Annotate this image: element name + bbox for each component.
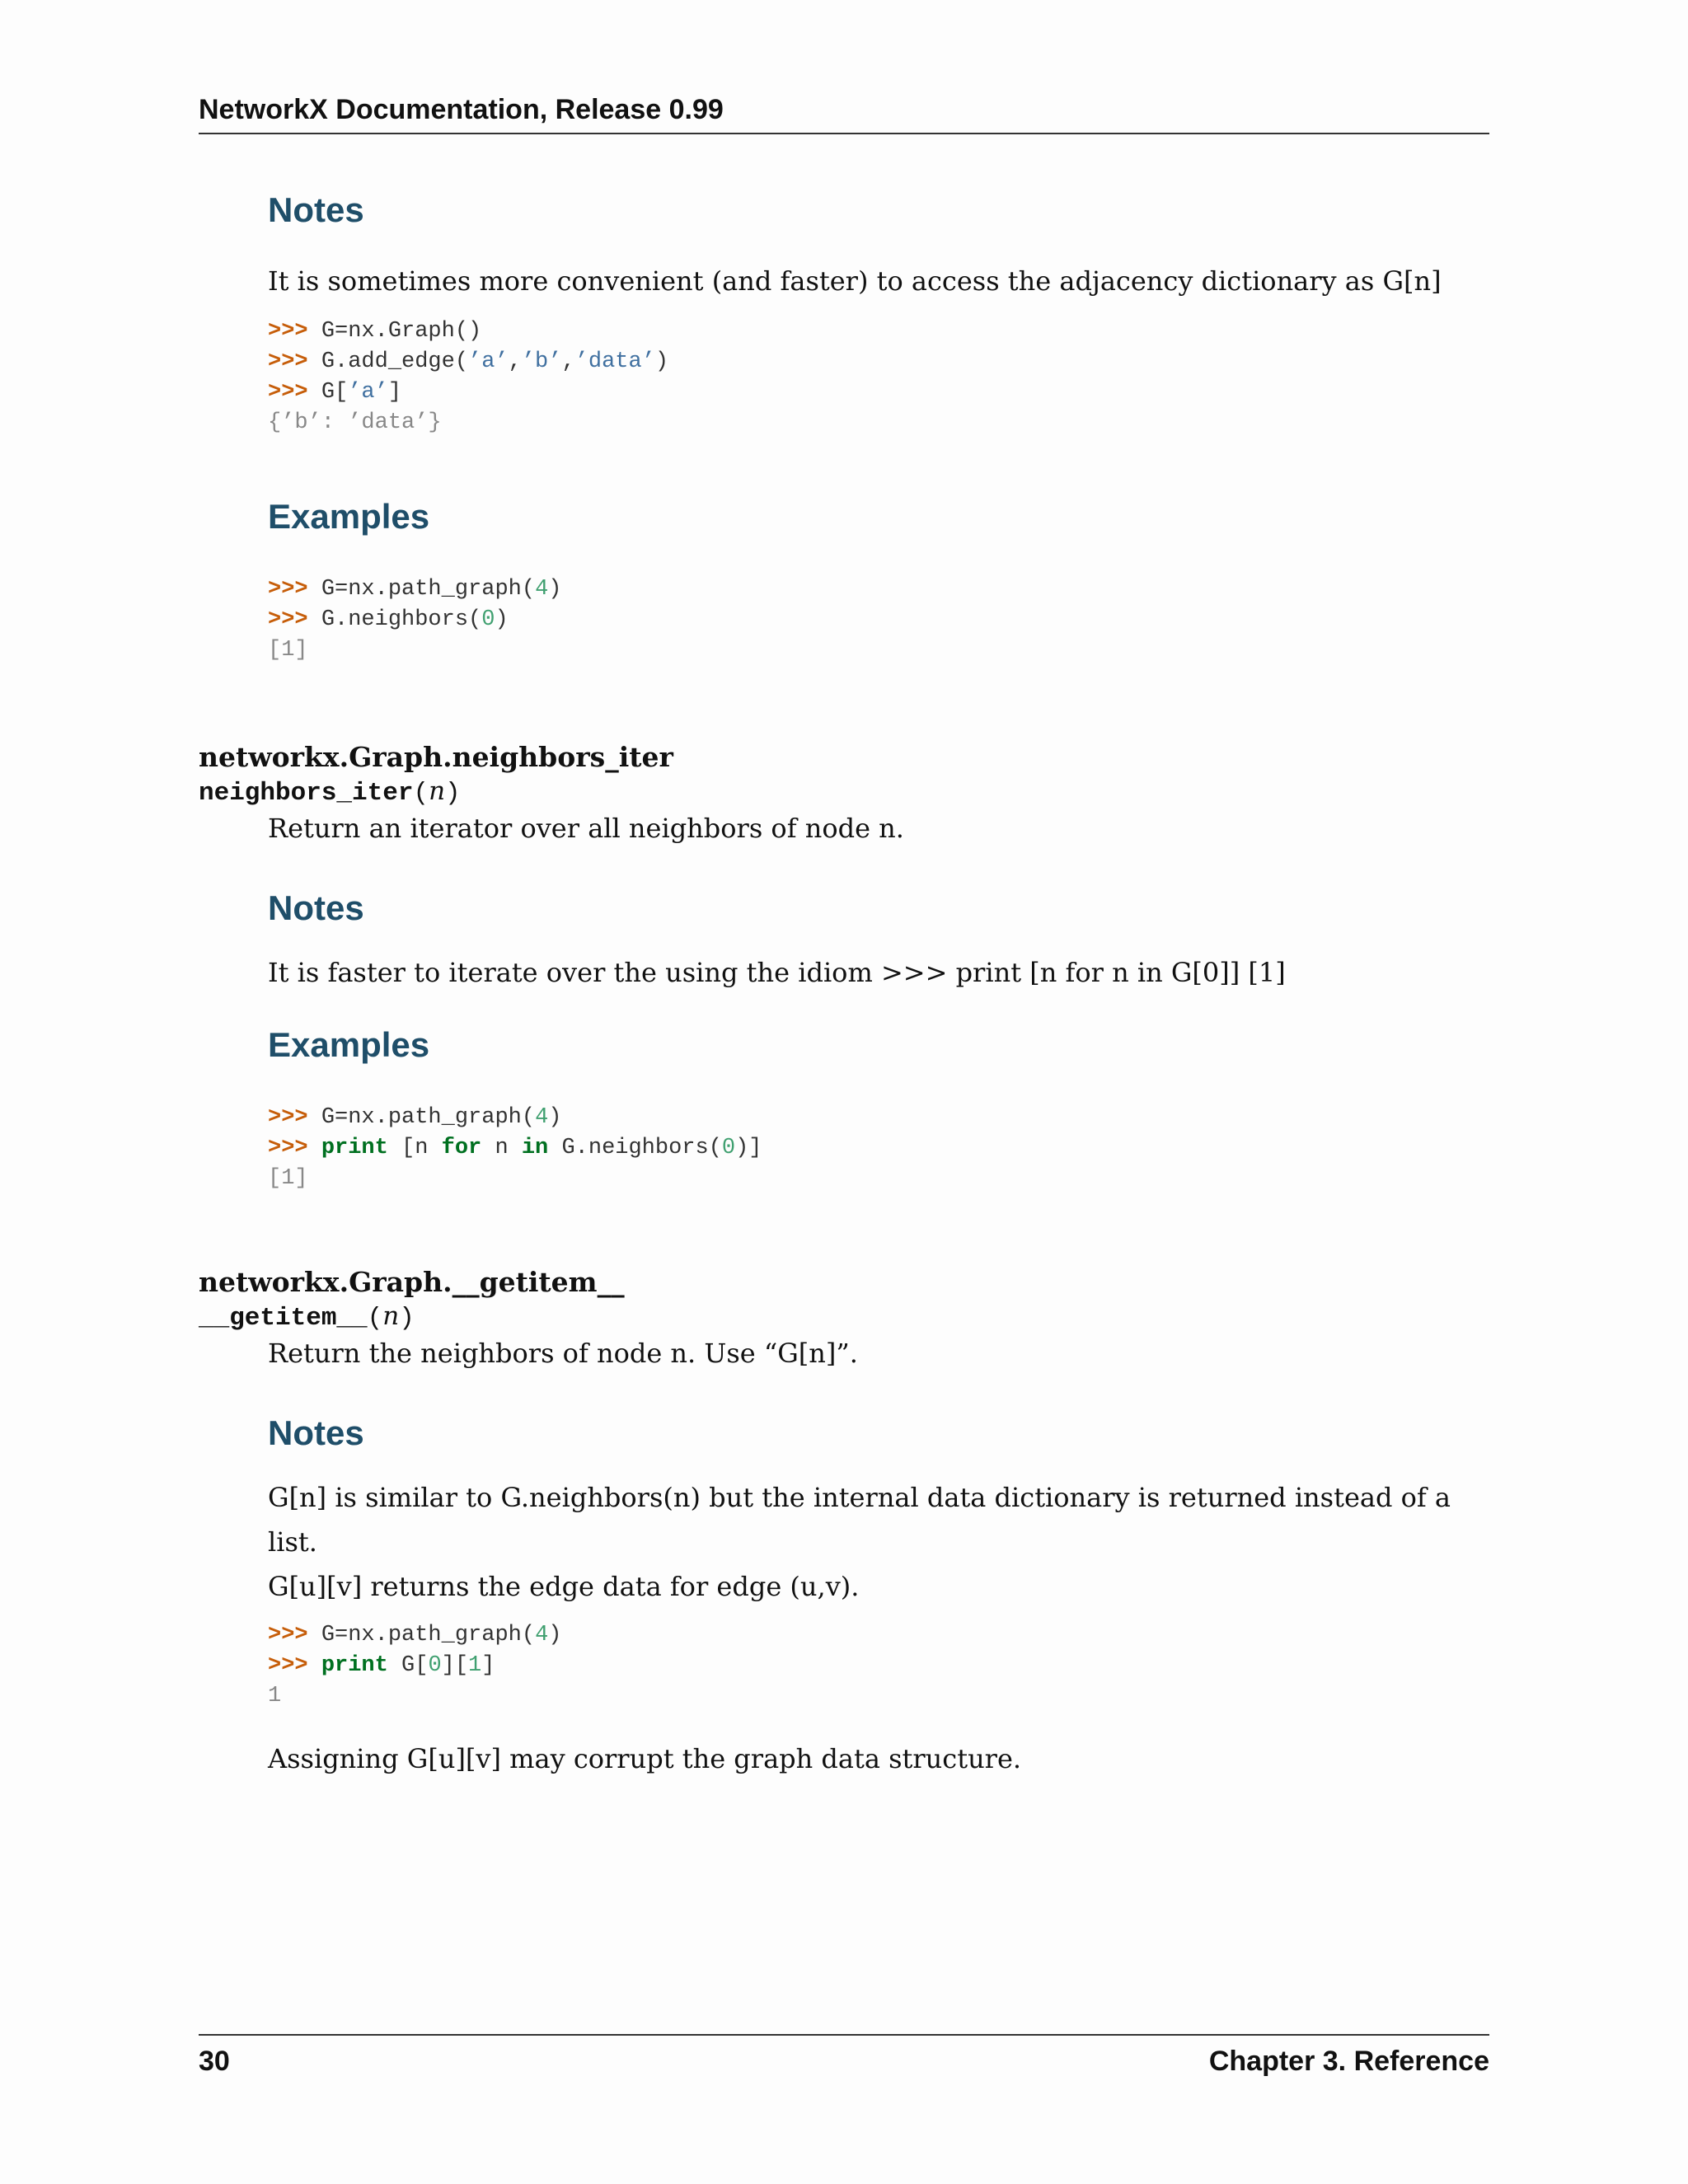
method-signature xyxy=(199,1300,1489,1335)
prompt: >>> xyxy=(268,607,308,632)
code-number: 4 xyxy=(535,1104,549,1130)
code-text: G[ xyxy=(387,1652,429,1678)
code-output: {’b’: ’data’} xyxy=(268,410,442,436)
code-string: ’a’ xyxy=(468,349,509,375)
code-text: , xyxy=(561,349,575,375)
method-signature xyxy=(199,775,1489,810)
prompt: >>> xyxy=(268,380,308,405)
sig-paren: ( xyxy=(413,778,429,808)
code-output: [1] xyxy=(268,637,308,663)
method-param: n xyxy=(429,776,446,806)
entry-getitem xyxy=(199,1265,1489,1781)
code-keyword: in xyxy=(521,1135,549,1160)
notes-text: It is sometimes more convenient (and faster) to access the adjacency dictionary as G[n] xyxy=(268,265,1442,298)
notes-heading: Notes xyxy=(268,1413,364,1452)
code-text: ) xyxy=(548,576,562,602)
section-neighbors-continued xyxy=(199,190,1489,666)
code-text: ] xyxy=(387,380,402,405)
notes-heading: Notes xyxy=(268,888,364,927)
method-param: n xyxy=(382,1301,400,1331)
page-header xyxy=(199,94,1489,134)
code-text: G=nx.path_graph( xyxy=(321,1104,536,1130)
code-number: 4 xyxy=(535,1622,549,1647)
prompt: >>> xyxy=(268,1104,308,1130)
code-text: , xyxy=(508,349,522,375)
sig-paren: ) xyxy=(399,1303,415,1333)
code-text: G.neighbors( xyxy=(321,607,482,632)
notes-heading: Notes xyxy=(268,190,364,229)
code-text: G=nx.Graph() xyxy=(321,319,482,344)
code-keyword: for xyxy=(441,1135,482,1160)
notes-text: It is faster to iterate over the using the idiom >>> print [n for n in G[0]] [1] xyxy=(268,957,1286,989)
sig-paren: ) xyxy=(445,778,461,808)
closing-text: Assigning G[u][v] may corrupt the graph data structure. xyxy=(268,1742,1022,1774)
code-text: ) xyxy=(495,607,509,632)
prompt: >>> xyxy=(268,1135,308,1160)
code-number: 0 xyxy=(721,1135,736,1160)
page-footer xyxy=(199,2034,1489,2078)
code-text: ) xyxy=(548,1622,562,1647)
code-output: [1] xyxy=(268,1165,308,1191)
entry-title: networkx.Graph.__getitem__ xyxy=(199,1265,625,1298)
method-description: Return the neighbors of node n. Use “G[n]”. xyxy=(268,1337,858,1369)
code-block xyxy=(268,1620,1489,1712)
code-number: 4 xyxy=(535,576,549,602)
code-text: n xyxy=(481,1135,522,1160)
code-text: ) xyxy=(654,349,669,375)
notes-text: G[u][v] returns the edge data for edge (u,v). xyxy=(268,1570,860,1602)
code-output: 1 xyxy=(268,1683,282,1708)
code-number: 0 xyxy=(481,607,495,632)
code-text: G[ xyxy=(321,380,349,405)
code-text: G.add_edge( xyxy=(321,349,469,375)
code-text: ) xyxy=(548,1104,562,1130)
examples-heading: Examples xyxy=(268,1025,430,1065)
code-text: )] xyxy=(735,1135,762,1160)
code-text: ] xyxy=(481,1652,495,1678)
code-string: ’data’ xyxy=(574,349,655,375)
code-keyword: print xyxy=(321,1652,388,1678)
code-text: ][ xyxy=(441,1652,469,1678)
entry-title: networkx.Graph.neighbors_iter xyxy=(199,740,673,773)
notes-text: G[n] is similar to G.neighbors(n) but the internal data dictionary is returned instead of a list. xyxy=(268,1481,1451,1558)
prompt: >>> xyxy=(268,576,308,602)
page-number: 30 xyxy=(199,2046,230,2077)
code-keyword: print xyxy=(321,1135,388,1160)
prompt: >>> xyxy=(268,319,308,344)
code-number: 1 xyxy=(468,1652,482,1678)
method-name: __getitem__ xyxy=(199,1303,368,1333)
code-text: G.neighbors( xyxy=(548,1135,722,1160)
prompt: >>> xyxy=(268,1622,308,1647)
code-string: ’a’ xyxy=(348,380,388,405)
entry-body xyxy=(199,1413,1489,1781)
code-text: G=nx.path_graph( xyxy=(321,576,536,602)
prompt: >>> xyxy=(268,349,308,375)
code-number: 0 xyxy=(428,1652,442,1678)
code-block xyxy=(268,574,1489,666)
code-block xyxy=(268,1103,1489,1194)
sig-paren: ( xyxy=(367,1303,383,1333)
code-string: ’b’ xyxy=(521,349,562,375)
prompt: >>> xyxy=(268,1652,308,1678)
code-block xyxy=(268,316,1489,438)
examples-heading: Examples xyxy=(268,497,430,537)
method-name: neighbors_iter xyxy=(199,778,414,808)
document-title: NetworkX Documentation, Release 0.99 xyxy=(199,94,724,125)
entry-neighbors-iter xyxy=(199,740,1489,1194)
entry-body xyxy=(199,888,1489,1194)
chapter-title: Chapter 3. Reference xyxy=(1208,2046,1489,2077)
page-content xyxy=(199,190,1489,1781)
code-text: [n xyxy=(387,1135,442,1160)
code-text: G=nx.path_graph( xyxy=(321,1622,536,1647)
method-description: Return an iterator over all neighbors of node n. xyxy=(268,812,904,844)
